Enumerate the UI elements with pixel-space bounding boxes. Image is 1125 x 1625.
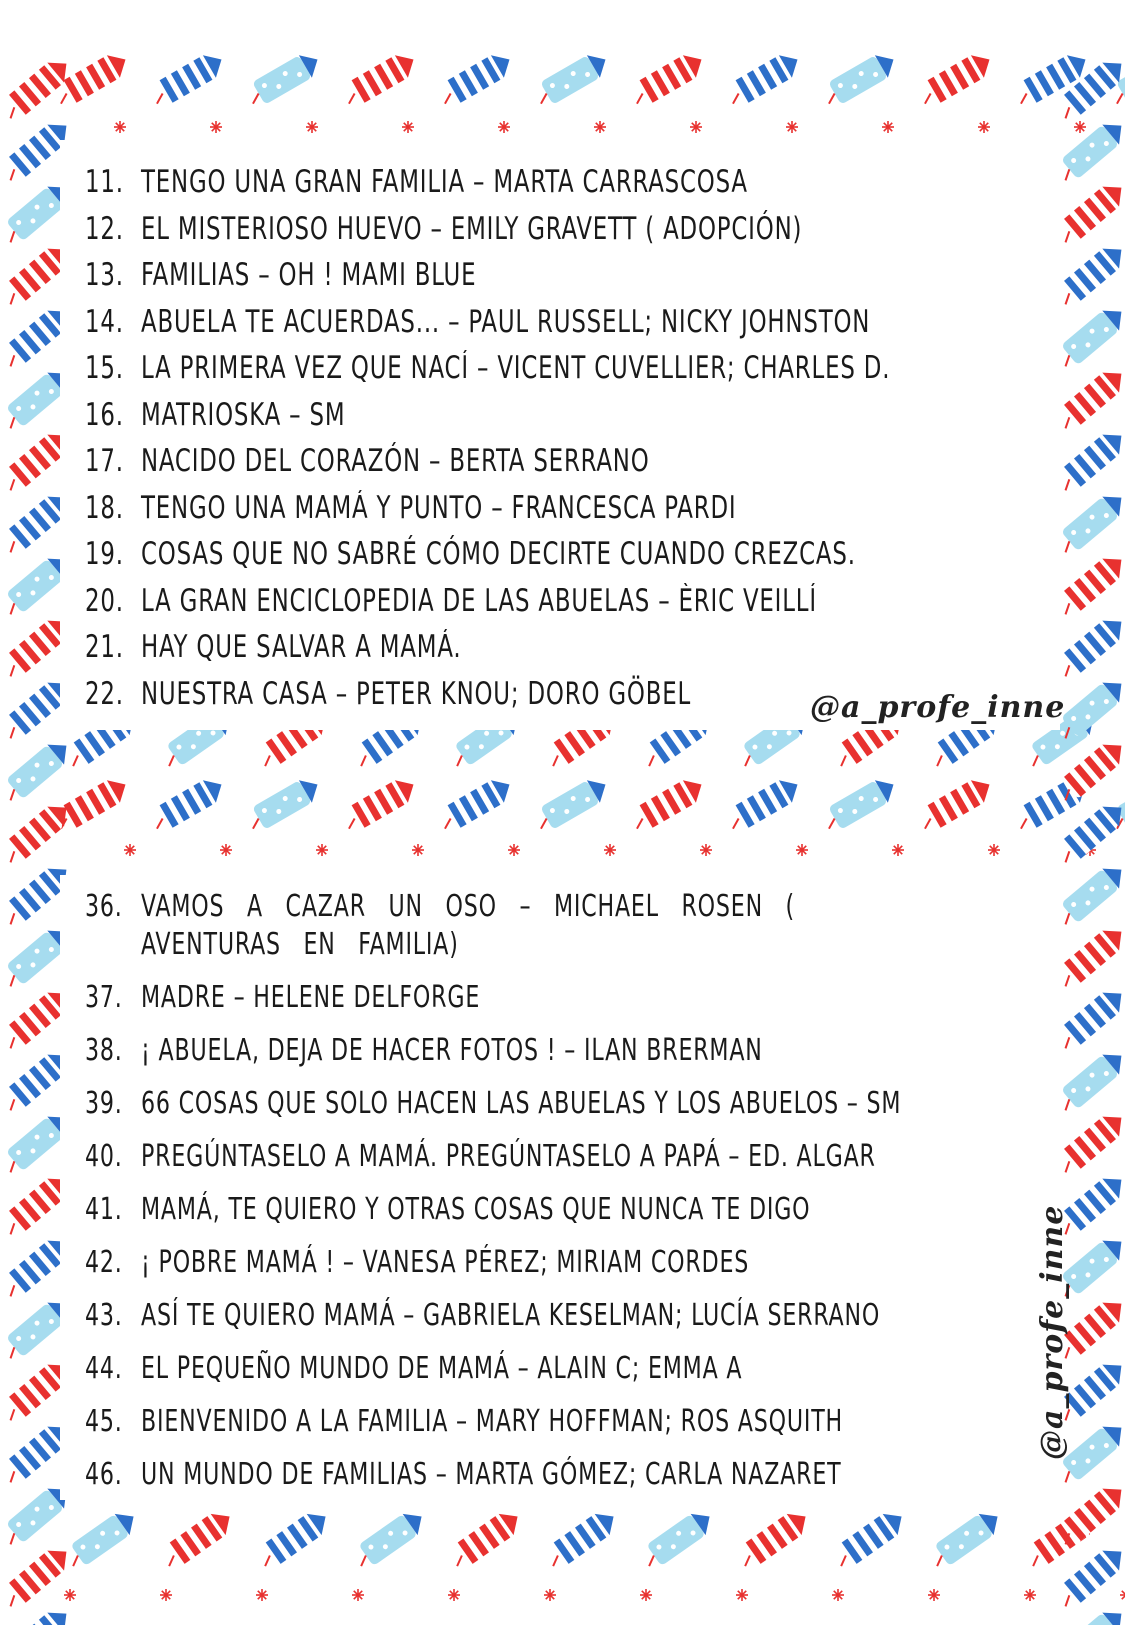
star-burst-icon: [498, 121, 510, 133]
item-number: 41.: [85, 1192, 123, 1227]
list-item: [85, 1403, 1045, 1441]
list-item: [85, 162, 985, 209]
rocket-firework-icon: [723, 55, 804, 110]
rocket-firework-icon: [1055, 612, 1125, 682]
rocket-firework-icon: [734, 1506, 813, 1572]
star-burst-icon: [448, 1589, 460, 1601]
item-number: 44.: [85, 1351, 123, 1386]
rocket-firework-icon: [1055, 736, 1125, 806]
list-item: [85, 1191, 1045, 1229]
star-burst-icon: [544, 1589, 556, 1601]
rocket-firework-icon: [158, 1506, 237, 1572]
item-number: 13.: [85, 257, 124, 293]
rocket-firework-icon: [1055, 488, 1125, 558]
rocket-firework-icon: [1055, 798, 1125, 868]
rocket-firework-icon: [1055, 550, 1125, 620]
rocket-firework-icon: [915, 773, 996, 835]
item-text: BIENVENIDO A LA FAMILIA – MARY HOFFMAN; ROS ASQUITH: [141, 1404, 844, 1439]
item-text: TENGO UNA MAMÁ Y PUNTO – FRANCESCA PARDI: [141, 489, 737, 526]
star-burst-icon: [928, 1589, 940, 1601]
star-burst-icon: [882, 121, 894, 133]
rocket-firework-icon: [254, 1506, 333, 1572]
list-item: [85, 488, 985, 535]
star-burst-icon: [640, 1589, 652, 1601]
item-number: 45.: [85, 1404, 123, 1439]
item-text: MADRE – HELENE DELFORGE: [141, 980, 481, 1015]
item-text: FAMILIAS – OH ! MAMI BLUE: [141, 257, 477, 293]
rocket-firework-icon: [926, 1506, 1005, 1572]
rocket-firework-icon: [1055, 302, 1125, 372]
star-burst-icon: [220, 844, 232, 856]
star-burst-icon: [892, 844, 904, 856]
star-burst-icon: [604, 844, 616, 856]
rocket-firework-icon: [0, 1542, 70, 1612]
rocket-firework-icon: [1055, 984, 1125, 1054]
item-number: 37.: [85, 980, 123, 1015]
item-text: MATRIOSKA – SM: [141, 396, 346, 433]
star-burst-icon: [256, 1589, 268, 1601]
item-number: 43.: [85, 1298, 123, 1333]
item-text: ¡ ABUELA, DEJA DE HACER FOTOS ! – ILAN BRERMAN: [141, 1033, 763, 1068]
star-burst-icon: [700, 844, 712, 856]
item-text: ASÍ TE QUIERO MAMÁ – GABRIELA KESELMAN; LUCÍA SERRANO: [141, 1298, 881, 1333]
rocket-firework-icon: [1055, 1480, 1125, 1550]
star-burst-icon: [412, 844, 424, 856]
item-number: 14.: [85, 303, 124, 340]
rocket-firework-icon: [1055, 1604, 1125, 1625]
list-item: [85, 888, 1045, 964]
item-text: NACIDO DEL CORAZÓN – BERTA SERRANO: [141, 443, 650, 479]
item-number: 19.: [85, 536, 124, 572]
star-burst-icon: [736, 1589, 748, 1601]
list-item: [85, 255, 985, 302]
star-burst-icon: [210, 121, 222, 133]
star-burst-icon: [594, 121, 606, 133]
star-burst-icon: [988, 844, 1000, 856]
item-number: 16.: [85, 396, 124, 433]
item-text: LA PRIMERA VEZ QUE NACÍ – VICENT CUVELLIER; CHARLES D.: [141, 350, 891, 386]
rocket-firework-icon: [1055, 54, 1125, 124]
item-text: EL MISTERIOSO HUEVO – EMILY GRAVETT ( ADOPCIÓN): [141, 210, 803, 247]
rocket-firework-icon: [819, 773, 900, 835]
item-text: TENGO UNA GRAN FAMILIA – MARTA CARRASCOSA: [141, 164, 748, 200]
rocket-firework-icon: [435, 773, 516, 835]
item-number: 17.: [85, 443, 124, 479]
item-text: UN MUNDO DE FAMILIAS – MARTA GÓMEZ; CARLA NAZARET: [141, 1457, 842, 1492]
rocket-firework-icon: [339, 55, 420, 110]
rocket-firework-icon: [1055, 240, 1125, 310]
author-credit: @a_profe_inne: [810, 690, 1066, 725]
item-number: 22.: [85, 675, 124, 712]
rocket-firework-icon: [435, 55, 516, 110]
star-burst-icon: [352, 1589, 364, 1601]
rocket-firework-icon: [627, 55, 708, 110]
list-item: [85, 1138, 1045, 1176]
list-item: [85, 1244, 1045, 1282]
item-text: VAMOS A CAZAR UN OSO – MICHAEL ROSEN ( AVENTURAS EN FAMILIA): [141, 889, 796, 962]
item-number: 12.: [85, 210, 124, 247]
list-item: [85, 395, 985, 442]
rocket-firework-icon: [147, 55, 228, 110]
item-number: 11.: [85, 164, 124, 200]
star-burst-icon: [306, 121, 318, 133]
rocket-firework-icon: [531, 773, 612, 835]
item-text: ABUELA TE ACUERDAS... – PAUL RUSSELL; NICKY JOHNSTON: [141, 303, 871, 340]
list-item: [85, 1456, 1045, 1494]
item-number: 18.: [85, 489, 124, 526]
star-burst-icon: [978, 121, 990, 133]
item-number: 21.: [85, 629, 124, 665]
item-text: ¡ POBRE MAMÁ ! – VANESA PÉREZ; MIRIAM CORDES: [141, 1245, 750, 1280]
star-burst-icon: [508, 844, 520, 856]
rocket-firework-icon: [1055, 364, 1125, 434]
list-item: [85, 534, 985, 581]
star-burst-icon: [786, 121, 798, 133]
rocket-firework-icon: [638, 1506, 717, 1572]
rocket-firework-icon: [1055, 674, 1125, 744]
rocket-firework-icon: [1055, 426, 1125, 496]
rocket-firework-icon: [1055, 1108, 1125, 1178]
rocket-firework-icon: [1055, 922, 1125, 992]
rocket-firework-icon: [243, 55, 324, 110]
list-item: [85, 441, 985, 488]
item-number: 38.: [85, 1033, 123, 1068]
rocket-pattern-top: [0, 55, 1125, 140]
item-number: 39.: [85, 1086, 123, 1121]
list-item: [85, 348, 985, 395]
item-text: COSAS QUE NO SABRÉ CÓMO DECIRTE CUANDO CREZCAS.: [141, 536, 856, 572]
rocket-firework-icon: [830, 1506, 909, 1572]
rocket-firework-icon: [1055, 178, 1125, 248]
star-burst-icon: [690, 121, 702, 133]
list-item: [85, 1297, 1045, 1335]
item-number: 36.: [85, 889, 123, 924]
item-text: MAMÁ, TE QUIERO Y OTRAS COSAS QUE NUNCA TE DIGO: [141, 1192, 811, 1227]
list-item: [85, 581, 985, 628]
rocket-firework-icon: [350, 1506, 429, 1572]
item-text: 66 COSAS QUE SOLO HACEN LAS ABUELAS Y LOS ABUELOS – SM: [141, 1086, 902, 1121]
author-credit-vertical: @a_profe_inne: [1035, 1204, 1070, 1460]
item-text: EL PEQUEÑO MUNDO DE MAMÁ – ALAIN C; EMMA A: [141, 1351, 743, 1386]
rocket-firework-icon: [915, 55, 996, 110]
rocket-firework-icon: [1055, 116, 1125, 186]
rocket-firework-icon: [531, 55, 612, 110]
rocket-firework-icon: [339, 773, 420, 835]
list-item: [85, 627, 985, 674]
rocket-firework-icon: [627, 773, 708, 835]
rocket-firework-icon: [0, 798, 70, 868]
list-item: [85, 209, 985, 256]
rocket-firework-icon: [1055, 1542, 1125, 1612]
item-number: 40.: [85, 1139, 123, 1174]
list-item: [85, 979, 1045, 1017]
star-burst-icon: [796, 844, 808, 856]
star-burst-icon: [160, 1589, 172, 1601]
star-burst-icon: [114, 121, 126, 133]
item-text: HAY QUE SALVAR A MAMÁ.: [141, 629, 462, 665]
rocket-firework-icon: [1055, 1046, 1125, 1116]
book-list-top: [85, 162, 985, 720]
item-number: 46.: [85, 1457, 123, 1492]
book-list-bottom: [85, 888, 1045, 1509]
list-item: [85, 1350, 1045, 1388]
item-text: PREGÚNTASELO A MAMÁ. PREGÚNTASELO A PAPÁ – ED. ALGAR: [141, 1139, 876, 1174]
rocket-firework-icon: [723, 773, 804, 835]
rocket-pattern-bottom: [0, 1500, 1125, 1625]
star-burst-icon: [1024, 1589, 1036, 1601]
rocket-pattern-middle: [0, 705, 1125, 875]
rocket-firework-icon: [0, 736, 70, 806]
item-text: NUESTRA CASA – PETER KNOU; DORO GÖBEL: [141, 675, 692, 712]
rocket-firework-icon: [819, 55, 900, 110]
item-number: 15.: [85, 350, 124, 386]
item-number: 42.: [85, 1245, 123, 1280]
star-burst-icon: [316, 844, 328, 856]
rocket-firework-icon: [542, 1506, 621, 1572]
item-number: 20.: [85, 582, 124, 619]
rocket-firework-icon: [1055, 860, 1125, 930]
list-item: [85, 1032, 1045, 1070]
rocket-firework-icon: [0, 1604, 70, 1625]
star-burst-icon: [402, 121, 414, 133]
rocket-firework-icon: [243, 773, 324, 835]
rocket-firework-icon: [147, 773, 228, 835]
rocket-firework-icon: [0, 54, 70, 124]
star-burst-icon: [124, 844, 136, 856]
rocket-firework-icon: [446, 1506, 525, 1572]
list-item: [85, 1085, 1045, 1123]
list-item: [85, 302, 985, 349]
rocket-firework-icon: [62, 1506, 141, 1572]
star-burst-icon: [832, 1589, 844, 1601]
item-text: LA GRAN ENCICLOPEDIA DE LAS ABUELAS – ÈRIC VEILLÍ: [141, 582, 817, 619]
